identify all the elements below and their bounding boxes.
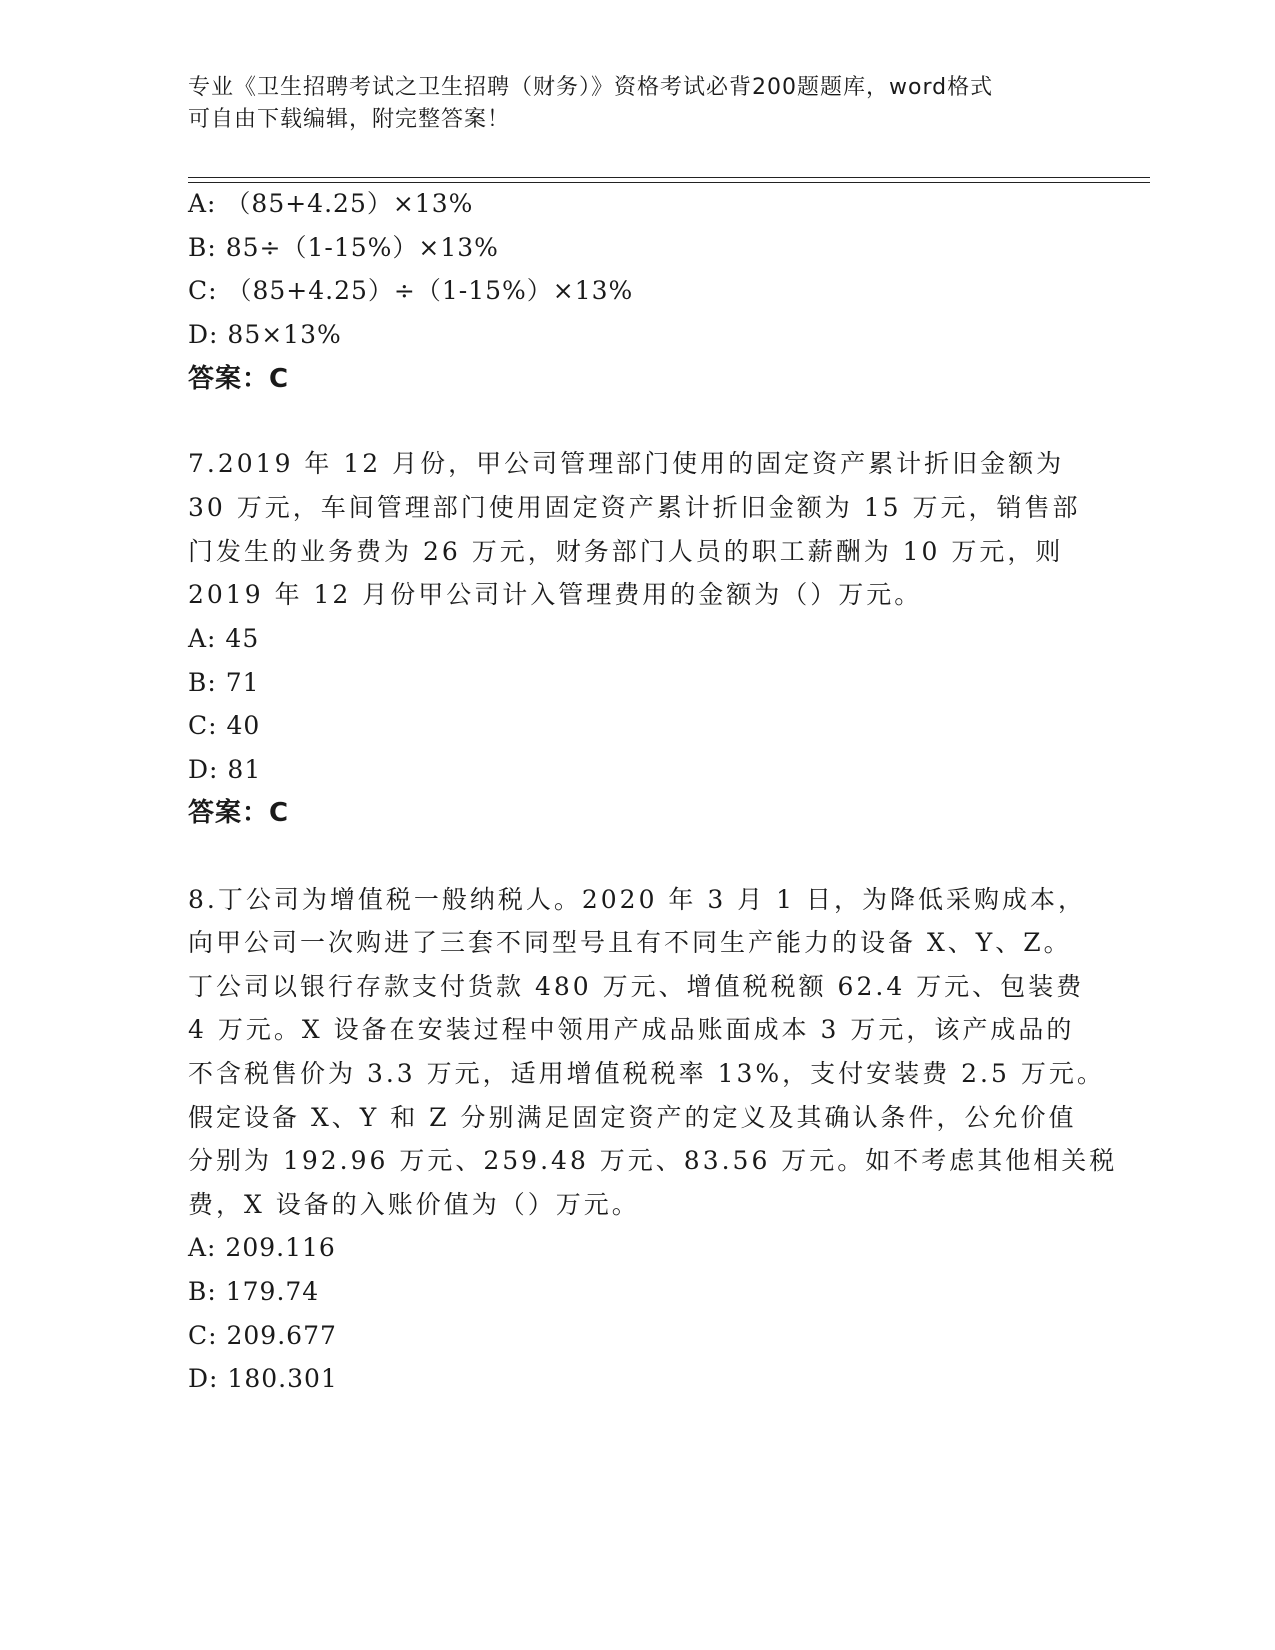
- q8-text-line: 4 万元。X 设备在安装过程中领用产成品账面成本 3 万元，该产成品的: [188, 1015, 1075, 1044]
- q7-option-c: C: 40: [188, 711, 261, 740]
- q8-option-d: D: 180.301: [188, 1364, 338, 1393]
- q8-text-line: 8.丁公司为增值税一般纳税人。2020 年 3 月 1 日，为降低采购成本，: [188, 885, 1087, 914]
- q8-text-line: 假定设备 X、Y 和 Z 分别满足固定资产的定义及其确认条件，公允价值: [188, 1103, 1077, 1132]
- q6-answer: 答案：C: [188, 364, 290, 394]
- q6-option-d: D: 85×13%: [188, 320, 342, 349]
- q8-option-c: C: 209.677: [188, 1321, 337, 1350]
- q8-text-line: 分别为 192.96 万元、259.48 万元、83.56 万元。如不考虑其他相关税: [188, 1146, 1118, 1175]
- q8-option-a: A: 209.116: [188, 1233, 336, 1262]
- q8-text-line: 不含税售价为 3.3 万元，适用增值税税率 13%，支付安装费 2.5 万元。: [188, 1059, 1105, 1088]
- q8-text-line: 向甲公司一次购进了三套不同型号且有不同生产能力的设备 X、Y、Z。: [188, 928, 1072, 957]
- q7-option-d: D: 81: [188, 755, 262, 784]
- header-divider-bottom: [188, 182, 1150, 183]
- q8-text-line: 丁公司以银行存款支付货款 480 万元、增值税税额 62.4 万元、包装费: [188, 972, 1085, 1001]
- header-line-1: 专业《卫生招聘考试之卫生招聘（财务）》资格考试必背200题题库，word格式: [188, 75, 994, 100]
- q7-option-a: A: 45: [188, 624, 260, 653]
- header-divider-top: [188, 177, 1150, 178]
- q6-option-c: C: （85+4.25）÷（1-15%）×13%: [188, 276, 634, 305]
- q7-text-line: 7.2019 年 12 月份，甲公司管理部门使用的固定资产累计折旧金额为: [188, 449, 1065, 478]
- q7-text-line: 2019 年 12 月份甲公司计入管理费用的金额为（）万元。: [188, 580, 923, 609]
- q7-option-b: B: 71: [188, 668, 260, 697]
- q6-option-a: A: （85+4.25）×13%: [188, 189, 474, 218]
- q6-option-b: B: 85÷（1-15%）×13%: [188, 233, 499, 262]
- document-header: [188, 72, 1068, 136]
- q7-text-line: 门发生的业务费为 26 万元，财务部门人员的职工薪酬为 10 万元，则: [188, 537, 1064, 566]
- q8-option-b: B: 179.74: [188, 1277, 320, 1306]
- q7-answer: 答案：C: [188, 798, 290, 828]
- q7-text-line: 30 万元，车间管理部门使用固定资产累计折旧金额为 15 万元，销售部: [188, 493, 1081, 522]
- header-line-2: 可自由下载编辑，附完整答案！: [188, 107, 511, 132]
- q8-text-line: 费，X 设备的入账价值为（）万元。: [188, 1190, 640, 1219]
